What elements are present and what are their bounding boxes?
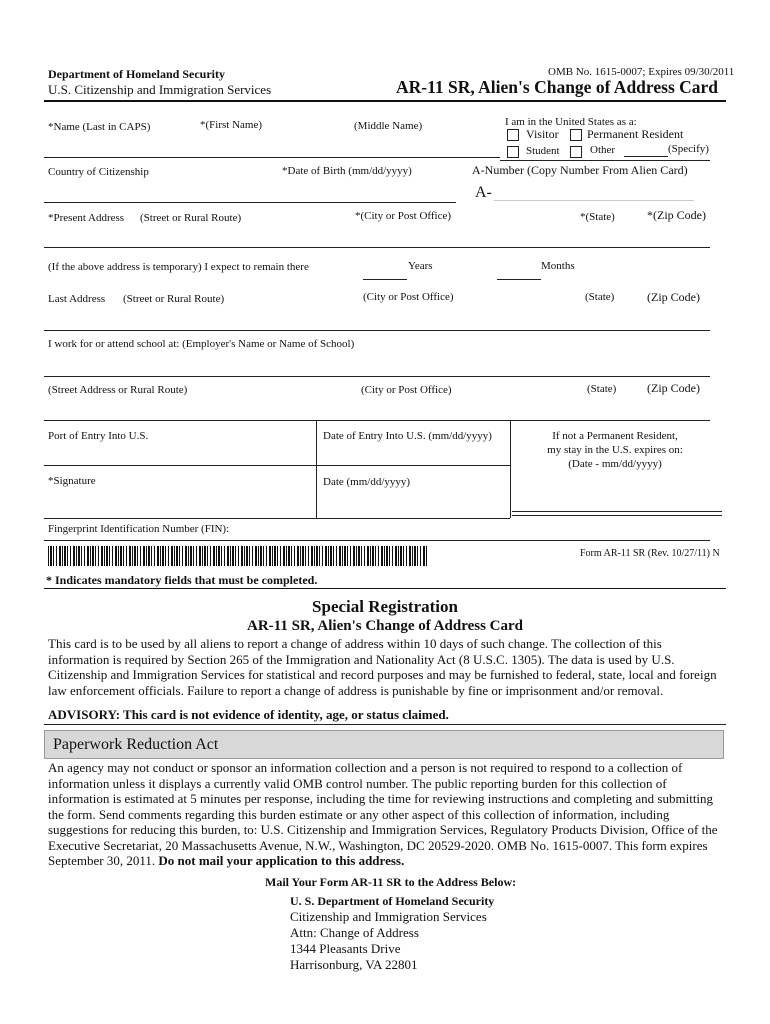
months-input[interactable] <box>497 279 541 280</box>
date-label: Date (mm/dd/yyyy) <box>323 476 411 488</box>
mandatory-note: * Indicates mandatory fields that must be completed. <box>46 573 318 587</box>
months-label: Months <box>541 260 575 272</box>
last-city-label: (City or Post Office) <box>363 291 454 303</box>
row-rule <box>44 157 500 158</box>
employer-label: I work for or attend school at: (Employer's Name or Name of School) <box>48 338 355 350</box>
dob-label: *Date of Birth (mm/dd/yyyy) <box>282 165 412 177</box>
other-label: Other <box>590 144 616 156</box>
first-name-label: *(First Name) <box>200 119 263 131</box>
middle-name-label: (Middle Name) <box>354 120 423 132</box>
status-intro: I am in the United States as a: <box>505 116 637 128</box>
permanent-resident-checkbox[interactable] <box>570 129 582 141</box>
row-rule <box>44 420 710 421</box>
years-input[interactable] <box>363 279 407 280</box>
address-line-4: 1344 Pleasants Drive <box>290 941 401 956</box>
temporary-label: (If the above address is temporary) I expect to remain there <box>48 261 309 273</box>
mail-heading: Mail Your Form AR-11 SR to the Address Below: <box>265 875 517 889</box>
visitor-label: Visitor <box>526 127 559 141</box>
address-line-1: U. S. Department of Homeland Security <box>290 894 495 908</box>
stay-label-line1: If not a Permanent Resident, <box>552 430 678 442</box>
row-rule <box>44 247 710 248</box>
column-rule <box>510 420 511 518</box>
present-street-label: (Street or Rural Route) <box>140 212 242 224</box>
a-number-prefix: A- <box>475 184 492 201</box>
employer-state-label: (State) <box>587 383 617 395</box>
employer-street-label: (Street Address or Rural Route) <box>48 384 188 396</box>
years-label: Years <box>408 260 433 272</box>
column-rule <box>316 420 317 518</box>
port-entry-label: Port of Entry Into U.S. <box>48 430 149 442</box>
student-checkbox[interactable] <box>507 146 519 158</box>
present-state-label: *(State) <box>580 211 615 223</box>
present-address-label: *Present Address <box>48 212 125 224</box>
a-number-input[interactable] <box>494 200 694 201</box>
form-code: Form AR-11 SR (Rev. 10/27/11) N <box>580 548 720 559</box>
row-rule <box>44 540 710 541</box>
last-name-label: *Name (Last in CAPS) <box>48 121 151 133</box>
last-zip-label: (Zip Code) <box>647 290 700 304</box>
advisory-note: ADVISORY: This card is not evidence of identity, age, or status claimed. <box>48 707 449 722</box>
row-rule <box>44 518 510 519</box>
signature-label: *Signature <box>48 475 96 487</box>
last-state-label: (State) <box>585 291 615 303</box>
instructions-subheading: AR-11 SR, Alien's Change of Address Card <box>246 618 523 634</box>
intro-paragraph: This card is to be used by all aliens to report a change of address within 10 days of such change. The collection of this information is required by Section 265 of the Immigration and Nationality Act (8 U.S.C. 1305). The data is used by U.S. Citizenship and Immigration Services for statistical and record purposes and may be furnished to federal, state, local and foreign law enforcement officials. Failure to report a change of address is punishable by fine or imprisonment and/or removal. <box>48 636 717 698</box>
present-city-label: *(City or Post Office) <box>355 210 452 222</box>
pra-title: Paperwork Reduction Act <box>53 736 219 753</box>
permanent-resident-label: Permanent Resident <box>587 127 684 141</box>
header-rule <box>44 100 726 102</box>
section-rule <box>44 724 726 725</box>
pra-paragraph <box>48 760 724 869</box>
section-rule <box>44 588 726 589</box>
row-rule <box>500 160 710 161</box>
fin-label: Fingerprint Identification Number (FIN): <box>48 523 230 535</box>
special-registration-heading: Special Registration <box>312 597 458 616</box>
department-name: Department of Homeland Security <box>48 67 225 81</box>
address-line-3: Attn: Change of Address <box>290 925 419 940</box>
student-label: Student <box>526 145 560 157</box>
stay-label-line3: (Date - mm/dd/yyyy) <box>568 458 662 470</box>
pra-title-box <box>44 730 724 759</box>
barcode <box>48 546 428 566</box>
row-rule <box>44 202 456 203</box>
pra-text: An agency may not conduct or sponsor an information collection and a person is not required to respond to a collection of information unless it displays a currently valid OMB control number. The public reporting burden for this collection of information is estimated at 5 minutes per response, including the time for reviewing instructions and completing and submitting the form. Send comments regarding this burden estimate or any other aspect of this collection of information, including suggestions for reducing this burden, to: U.S. Citizenship and Immigration Services, Regulatory Products Division, Office of the Executive Secretariat, 20 Massachusetts Avenue, N.W., Washington, DC 20529-2020. OMB No. 1615-0007. This form expires September 30, 2011. <box>48 760 718 868</box>
country-label: Country of Citizenship <box>48 166 149 178</box>
stay-label-line2: my stay in the U.S. expires on: <box>547 444 683 456</box>
address-line-2: Citizenship and Immigration Services <box>290 909 487 924</box>
present-zip-label: *(Zip Code) <box>647 208 706 222</box>
agency-name: U.S. Citizenship and Immigration Services <box>48 82 272 97</box>
a-number-label: A-Number (Copy Number From Alien Card) <box>472 163 688 177</box>
visitor-checkbox[interactable] <box>507 129 519 141</box>
specify-label: (Specify) <box>668 143 709 155</box>
other-checkbox[interactable] <box>570 146 582 158</box>
stay-input-line <box>512 511 722 512</box>
last-address-label: Last Address <box>48 293 106 305</box>
row-rule <box>44 330 710 331</box>
row-rule <box>44 465 510 466</box>
last-street-label: (Street or Rural Route) <box>123 293 225 305</box>
address-line-5: Harrisonburg, VA 22801 <box>290 957 418 972</box>
employer-city-label: (City or Post Office) <box>361 384 452 396</box>
row-rule <box>44 376 710 377</box>
pra-bold-note: Do not mail your application to this address. <box>158 853 405 868</box>
date-entry-label: Date of Entry Into U.S. (mm/dd/yyyy) <box>323 430 492 442</box>
employer-zip-label: (Zip Code) <box>647 381 700 395</box>
form-title: AR-11 SR, Alien's Change of Address Card <box>396 77 719 97</box>
omb-number: OMB No. 1615-0007; Expires 09/30/2011 <box>548 66 735 78</box>
other-specify-line[interactable] <box>624 156 668 157</box>
stay-input-line <box>512 515 722 516</box>
